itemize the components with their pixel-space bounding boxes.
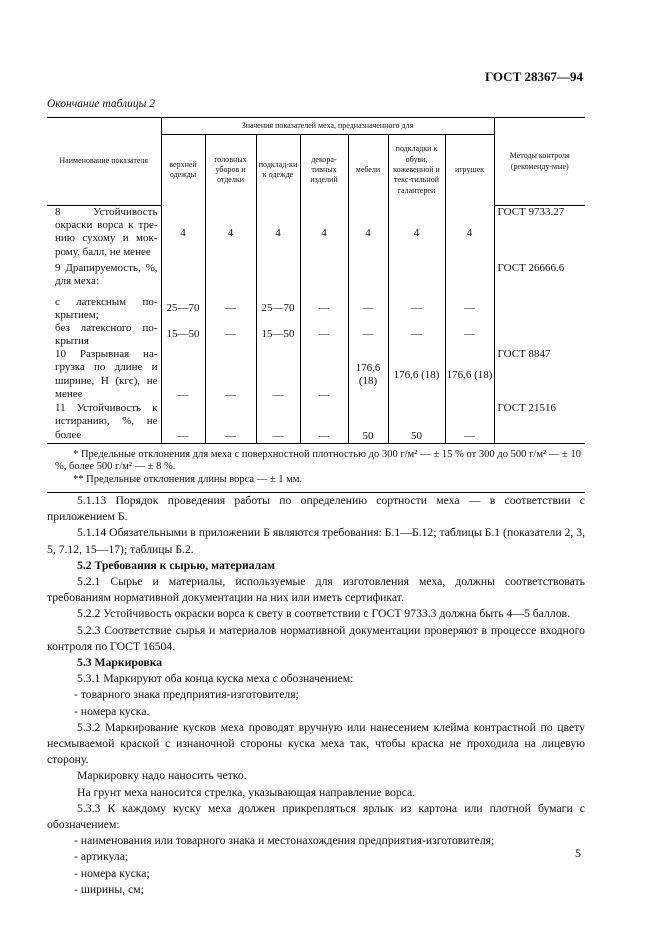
cell-method: ГОСТ 21516: [494, 402, 585, 443]
cell-value: [205, 262, 256, 296]
paragraph: Маркировку надо наносить четко.: [77, 769, 247, 783]
cell-value: —: [256, 402, 300, 443]
header-sub-column: верхней одежды: [161, 135, 205, 206]
cell-value: [300, 262, 348, 296]
document-code: ГОСТ 28367—94: [484, 69, 583, 84]
list-item: - наименования или товарного знака и местонахождения предприятия-изготовителя;: [74, 834, 495, 848]
cell-value: —: [348, 296, 388, 322]
cell-value: 4: [466, 226, 473, 239]
cell-value: —: [205, 322, 256, 348]
cell-value: [348, 262, 388, 296]
cell-value: 176,6 (18): [446, 368, 493, 381]
paragraph: 5.1.14 Обязательными в приложении Б являются требования: Б.1—Б.12; таблицы Б.1 (показатели 2, 3, 5, 7.12, 15—17); таблицы Б.2.: [47, 526, 585, 556]
cell-value: —: [388, 322, 445, 348]
paragraph: 5.3.1 Маркируют оба конца куска меха с обозначением:: [77, 672, 354, 686]
paragraph: 5.2.3 Соответствие сырья и материалов нормативной документации проверяют в процессе входного контроля по ГОСТ 16504.: [47, 623, 585, 653]
row-name: с латексным по-крытием;: [47, 296, 161, 322]
section-heading: 5.3 Маркировка: [77, 656, 163, 670]
paragraph: 5.2.1 Сырье и материалы, используемые для изготовления меха, должны соответствовать требованиям нормативной документации на них или иметь сертификат.: [47, 575, 585, 605]
cell-value: 25—70: [256, 296, 300, 322]
cell-value: —: [300, 322, 348, 348]
paragraph: 5.1.13 Порядок проведения работы по определению сортности меха — в соответствии с приложением Б.: [47, 494, 585, 524]
header-methods-column: Методы контроля (рекоменду-мые): [494, 118, 585, 206]
cell-value: 4: [300, 206, 348, 262]
cell-value: 15—50: [161, 322, 205, 348]
table-footnotes: [47, 443, 585, 492]
cell-value: —: [464, 328, 476, 341]
table-row: [47, 402, 585, 443]
cell-value: 4: [256, 206, 300, 262]
cell-value: 50: [348, 402, 388, 443]
cell-value: [445, 262, 494, 296]
header-sub-column: мебели: [348, 135, 388, 206]
header-sub-column: игрушек: [454, 165, 485, 175]
cell-value: —: [300, 296, 348, 322]
cell-value: —: [256, 348, 300, 402]
cell-value: 25—70: [161, 296, 205, 322]
cell-value: 4: [205, 206, 256, 262]
cell-value: —: [464, 429, 476, 442]
cell-value: —: [205, 402, 256, 443]
list-item: - номера куска;: [74, 866, 150, 880]
header-sub-column: головных уборов и отделки: [205, 135, 256, 206]
cell-method: ГОСТ 26666.6: [494, 262, 585, 296]
cell-value: —: [388, 296, 445, 322]
cell-value: 4: [348, 206, 388, 262]
section-heading: 5.2 Требования к сырью, материалам: [77, 558, 275, 572]
header-sub-column: подкладки к обуви, кожевенной и текс-тильной галантереи: [388, 135, 445, 206]
row-name: 8 Устойчивость окраски ворса к тре-нию сухому и мок-рому, балл, не менее: [47, 206, 161, 262]
header-sub-column: подклад-ки к одежде: [256, 135, 300, 206]
cell-value: —: [300, 348, 348, 402]
cell-value: —: [205, 348, 256, 402]
cell-value: 50: [388, 402, 445, 443]
cell-method: ГОСТ 9733.27: [494, 206, 585, 262]
cell-value: —: [161, 348, 205, 402]
cell-value: —: [205, 296, 256, 322]
cell-value: —: [300, 402, 348, 443]
cell-value: [388, 262, 445, 296]
list-item: - номера куска.: [74, 704, 150, 718]
cell-value: [161, 262, 205, 296]
list-item: - артикула;: [74, 850, 129, 864]
header-name-column: Наименование показателя: [47, 118, 161, 206]
cell-value: 4: [161, 206, 205, 262]
cell-value: 4: [388, 206, 445, 262]
cell-value: 176,6 (18): [348, 348, 388, 402]
table-row: [47, 262, 585, 296]
list-item: - товарного знака предприятия-изготовителя;: [74, 688, 299, 702]
row-name: 11 Устойчивость к истиранию, %, не более: [47, 402, 161, 443]
row-name: 9 Драпируемость, %, для меха:: [47, 262, 161, 296]
cell-method: [494, 322, 585, 348]
footnote: * Предельные отклонения для меха с поверхностной плотностью до 300 г/м² — ± 15 % от 300 до 500 г/м² — ± 10 %, более 500 г/м² — ± 8 %.: [55, 448, 582, 473]
row-name: без латексного по-крытия: [47, 322, 161, 348]
header-group: Значения показателей меха, предназначенного для: [161, 118, 494, 135]
cell-method: ГОСТ 8847: [494, 348, 585, 402]
paragraph: На грунт меха наносится стрелка, указывающая направление ворса.: [77, 785, 416, 799]
table-row: [47, 322, 585, 348]
paragraph: 5.3.2 Маркирование кусков меха проводят вручную или нанесением клейма контрастной по цвету несмываемой краской с изнаночной стороны куска меха так, чтобы краска не проходила на лицевую сторону.: [47, 720, 585, 767]
table-row: [47, 206, 585, 262]
table-row: [47, 296, 585, 322]
body-text: [47, 493, 585, 898]
paragraph: 5.3.3 К каждому куску меха должен прикрепляться ярлык из картона или плотной бумаги с обозначением:: [47, 801, 585, 832]
table-row: [47, 348, 585, 402]
list-item: - ширины, см;: [74, 882, 144, 896]
cell-value: —: [348, 322, 388, 348]
header-sub-column: декора-тивных изделий: [300, 135, 348, 206]
cell-value: 176,6 (18): [388, 348, 445, 402]
cell-value: 15—50: [256, 322, 300, 348]
footnote: ** Предельные отклонения длины ворса — ± 1 мм.: [73, 473, 302, 485]
cell-method: [494, 296, 585, 322]
paragraph: 5.2.2 Устойчивость окраски ворса к свету в соответствии с ГОСТ 9733.3 должна быть 4—5 баллов.: [77, 607, 570, 621]
footnote-row: [47, 443, 585, 492]
cell-value: [256, 262, 300, 296]
properties-table: [47, 117, 585, 493]
table-caption: Окончание таблицы 2: [47, 98, 155, 110]
cell-value: —: [161, 402, 205, 443]
cell-value: —: [464, 302, 476, 315]
page-number: 5: [575, 846, 581, 860]
row-name: 10 Разрывная на-грузка по длине и ширине, Н (кгс), не менее: [47, 348, 161, 402]
